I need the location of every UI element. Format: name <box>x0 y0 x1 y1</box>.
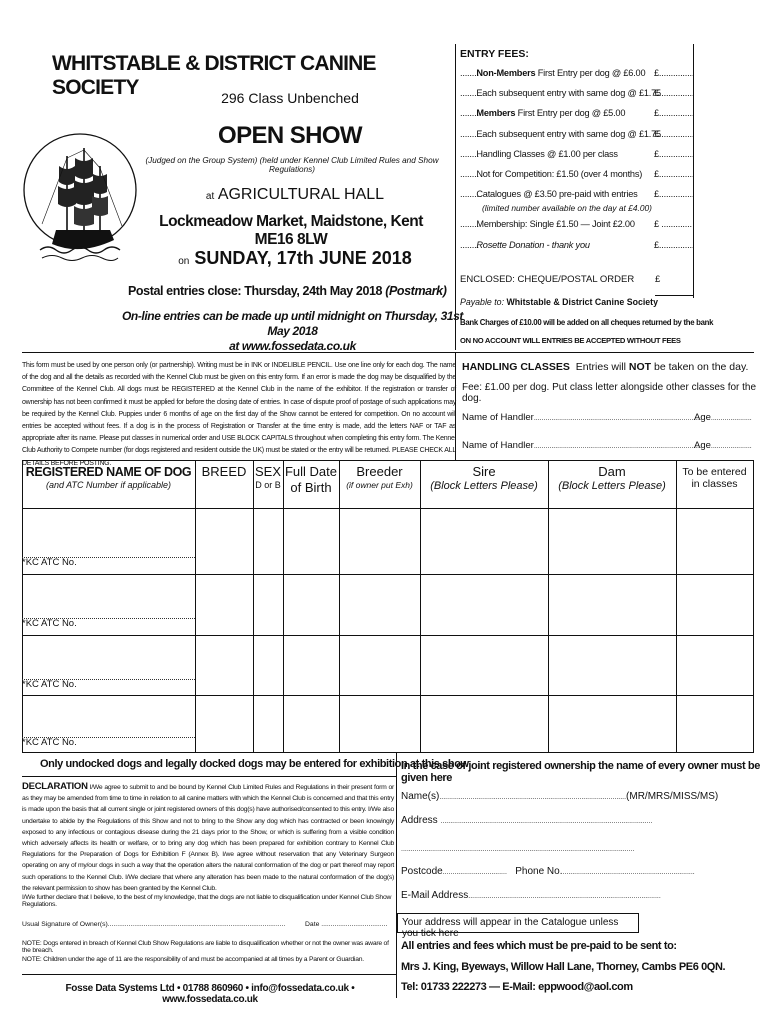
online-line-2: at www.fossedata.co.uk <box>229 339 356 353</box>
printer-footer: Fosse Data Systems Ltd • 01788 860960 • info@fossedata.co.uk • www.fossedata.co.uk <box>65 983 355 1005</box>
no-account-notice: ON NO ACCOUNT WILL ENTRIES BE ACCEPTED WITHOUT FEES <box>460 336 681 345</box>
fee-row: ........ Non-Members First Entry per dog @ £6.00 £............... <box>460 68 695 78</box>
note-children: NOTE: Children under the age of 11 are the responsibility of and must be accompanied at all times by a Parent or Guardian. <box>22 956 364 963</box>
entry-row-3[interactable] <box>22 636 753 695</box>
kc-atc-label: *KC ATC No. <box>22 679 77 690</box>
joint-ownership-notice: In the case of joint registered ownership the name of every owner must be given here <box>401 760 760 784</box>
entry-fees <box>460 48 700 260</box>
entry-row-2[interactable] <box>22 575 753 635</box>
send-to-title: All entries and fees which must be pre-paid to be sent to: <box>401 940 677 952</box>
online-line-1: On-line entries can be made up until midnight on Thursday, 31st May 2018 <box>121 309 464 338</box>
enclosed-amount: £ <box>655 274 661 285</box>
col-header-sex: SEX D or B <box>254 464 281 490</box>
declaration-title: DECLARATION <box>22 781 88 792</box>
judging-note: (Judged on the Group System) (held under Kennel Club Limited Rules and Show Regulations) <box>145 156 439 174</box>
handling-classes-title: HANDLING CLASSES Entries will NOT be taken on the day. <box>462 361 749 373</box>
enclosed-label: ENCLOSED: CHEQUE/POSTAL ORDER <box>460 274 635 285</box>
owner-address-line-2[interactable]: ........................................................................................................................ <box>401 846 635 853</box>
fee-row: ........ Handling Classes @ £1.00 per class £............... <box>460 148 695 159</box>
total-underline <box>655 295 693 296</box>
show-type-heading: OPEN SHOW <box>218 122 362 149</box>
secretary-contact: Tel: 01733 222273 — E-Mail: eppwood@aol.com <box>401 981 633 993</box>
fee-row: ........ Members First Entry per dog @ £5.00 £............... <box>460 108 695 119</box>
kc-atc-label: *KC ATC No. <box>22 737 77 748</box>
lower-divider <box>396 752 397 998</box>
postal-close-line <box>128 284 458 298</box>
handler-row-1[interactable]: Name of Handler...................................................................................... Age..................... <box>462 412 752 423</box>
venue-name: AGRICULTURAL HALL <box>217 186 385 203</box>
col-header-classes: To be entered in classes <box>682 466 747 490</box>
email-field[interactable]: E-Mail Address................................................................................................... <box>401 890 661 901</box>
postal-close: Postal entries close: Thursday, 24th May 2018 <box>128 284 383 298</box>
further-declaration: I/We further declare that I believe, to the best of my knowledge, that the dogs are not liable to disqualification under Kennel Club Show Regulations. <box>22 894 392 908</box>
catalogue-optout-tickbox[interactable]: Your address will appear in the Catalogue unless you tick here <box>397 913 639 933</box>
entry-row-1[interactable] <box>22 509 753 574</box>
col-header-dog-name: REGISTERED NAME OF DOG (and ATC Number if applicable) <box>25 465 192 490</box>
section-divider <box>22 352 754 353</box>
catalogue-note: (limited number available on the day at £4.00) <box>482 203 652 214</box>
entry-instructions: This form must be used by one person only (or partnership). Writing must be in INK or INDELIBLE PENCIL. Use one line only for each dog. The name of the dog and all the details as recorded with the Kennel Club must be given on this entry form. If an error is made the dog may be disqualified by the Committee of the Kennel Club. All dogs must be REGISTERED at the Kennel Club in the name of the exhibitor. If the registration or transfer of ownership has not been confirmed it must be applied for before the closing date of entries. In case of dispute proof of postage of such applications may be required by the Kennel Club. Puppies under 6 months of age on the first day of the Show cannot be entered for competition. On no account will entries be accepted without fees. If a dog is in the process of Registration or Transfer at the time entry is made, add the letters NAF or TAF as appropriate after its name. Please put classes in numerical order and USE BLOCK CAPITALS throughout when completing this entry form. The Kennel Club Authority to Compete number (for dogs registered and resident outside the UK) must be stated or the entry will be returned. PLEASE CHECK ALL DETAILS BEFORE POSTING. <box>22 362 456 467</box>
owner-address-field[interactable]: Address ............................................................................................................. <box>401 815 653 826</box>
bank-charges: Bank Charges of £10.00 will be added on all cheques returned by the bank <box>460 318 714 327</box>
instructions-divider <box>455 352 456 460</box>
class-count: 296 Class Unbenched <box>221 90 359 106</box>
declaration <box>22 781 394 894</box>
fee-row: ........ Each subsequent entry with same dog @ £1.75 £............... <box>460 128 695 139</box>
owner-signature-field[interactable]: Usual Signature of Owner(s).............................................................................................. <box>22 921 286 928</box>
entry-row-4[interactable] <box>22 696 753 752</box>
col-header-dob: Full Date of Birth <box>284 464 338 495</box>
fee-row: ........ Catalogues @ £3.50 pre-paid with entries £............... <box>460 189 695 200</box>
note-breach: NOTE: Dogs entered in breach of Kennel Club Show Regulations are liable to disqualification whether or not the owner was aware of the breach. <box>22 940 389 954</box>
rosette-row: ........ Rosette Donation - thank you £............... <box>460 239 695 250</box>
col-header-sire: Sire (Block Letters Please) <box>430 464 538 492</box>
kc-atc-label: *KC ATC No. <box>22 557 77 568</box>
kc-atc-label: *KC ATC No. <box>22 618 77 629</box>
fees-divider <box>455 44 456 350</box>
secretary-address: Mrs J. King, Byeways, Willow Hall Lane, Thorney, Cambs PE6 0QN. <box>401 961 726 973</box>
fees-title: ENTRY FEES: <box>460 48 529 60</box>
show-date-line <box>150 248 440 269</box>
owner-names-field[interactable]: Name(s)................................................................................................(MR/MRS/MISS/MS) <box>401 791 719 802</box>
declaration-text: I/We agree to submit to and be bound by Kennel Club Limited Rules and Regulations in their present form or as they may be amended from time to time in relation to all canine matters with which the Kennel Club is concerned and that this entry is made upon the basis that all current single or joint registered owners of this dog(s) have authorised/consented to this entry. I/We also undertake to abide by the Regulations of this Show and not to bring to the Show any dog which has contracted or been knowingly exposed to any infectious or contagious disease during the 21 days prior to the Show, or which is suffering from a visible condition which adversely affects its health or welfare, or to bring any dog which has been prepared for exhibition contrary to Kennel Club Regulations for the Preparation of Dogs for Exhibition F (Annex B). I/we agree without reservation that any Veterinary Surgeon operating on any of my/our dogs in such a way that the operation alters the natural conformation of the dog or part thereof may report such operations to the Kennel Club. I/We declare that where any alteration has been made to the natural conformation of the dog(s) the relevant permission to show has been granted by the Kennel Club. <box>22 784 395 892</box>
society-title: WHITSTABLE & DISTRICT CANINE SOCIETY <box>52 52 376 99</box>
show-date: SUNDAY, 17th JUNE 2018 <box>194 248 412 268</box>
postal-note: (Postmark) <box>385 284 447 298</box>
handler-row-2[interactable]: Name of Handler...................................................................................... Age..................... <box>462 440 752 451</box>
col-header-breeder: Breeder (if owner put Exh) <box>346 464 413 490</box>
fee-row: ........ Each subsequent entry with same dog @ £1.75 £............... <box>460 88 695 99</box>
fee-row: ........ Not for Competition: £1.50 (over 4 months) £............... <box>460 168 695 179</box>
online-entries <box>120 309 465 354</box>
payable-to: Payable to: Whitstable & District Canine Society <box>460 297 659 307</box>
society-logo-ship-icon <box>22 74 138 306</box>
undocked-notice: Only undocked dogs and legally docked dogs may be entered for exhibition at this show <box>40 758 469 770</box>
date-prefix: on <box>178 256 190 267</box>
col-header-breed: BREED <box>201 464 247 479</box>
venue-line <box>150 186 440 204</box>
membership-row: ........ Membership: Single £1.50 — Joint £2.00 £ ............. <box>460 219 692 230</box>
venue-prefix: at <box>205 191 215 202</box>
venue-address: Lockmeadow Market, Maidstone, Kent ME16 8LW <box>159 213 423 248</box>
handling-fee: Fee: £1.00 per dog. Put class letter alongside other classes for the dog. <box>462 382 757 404</box>
postcode-phone-row[interactable]: Postcode................................. Phone No..................................................................... <box>401 866 695 877</box>
signature-date-field[interactable]: Date ................................... <box>305 921 388 928</box>
col-header-dam: Dam (Block Letters Please) <box>558 464 666 492</box>
